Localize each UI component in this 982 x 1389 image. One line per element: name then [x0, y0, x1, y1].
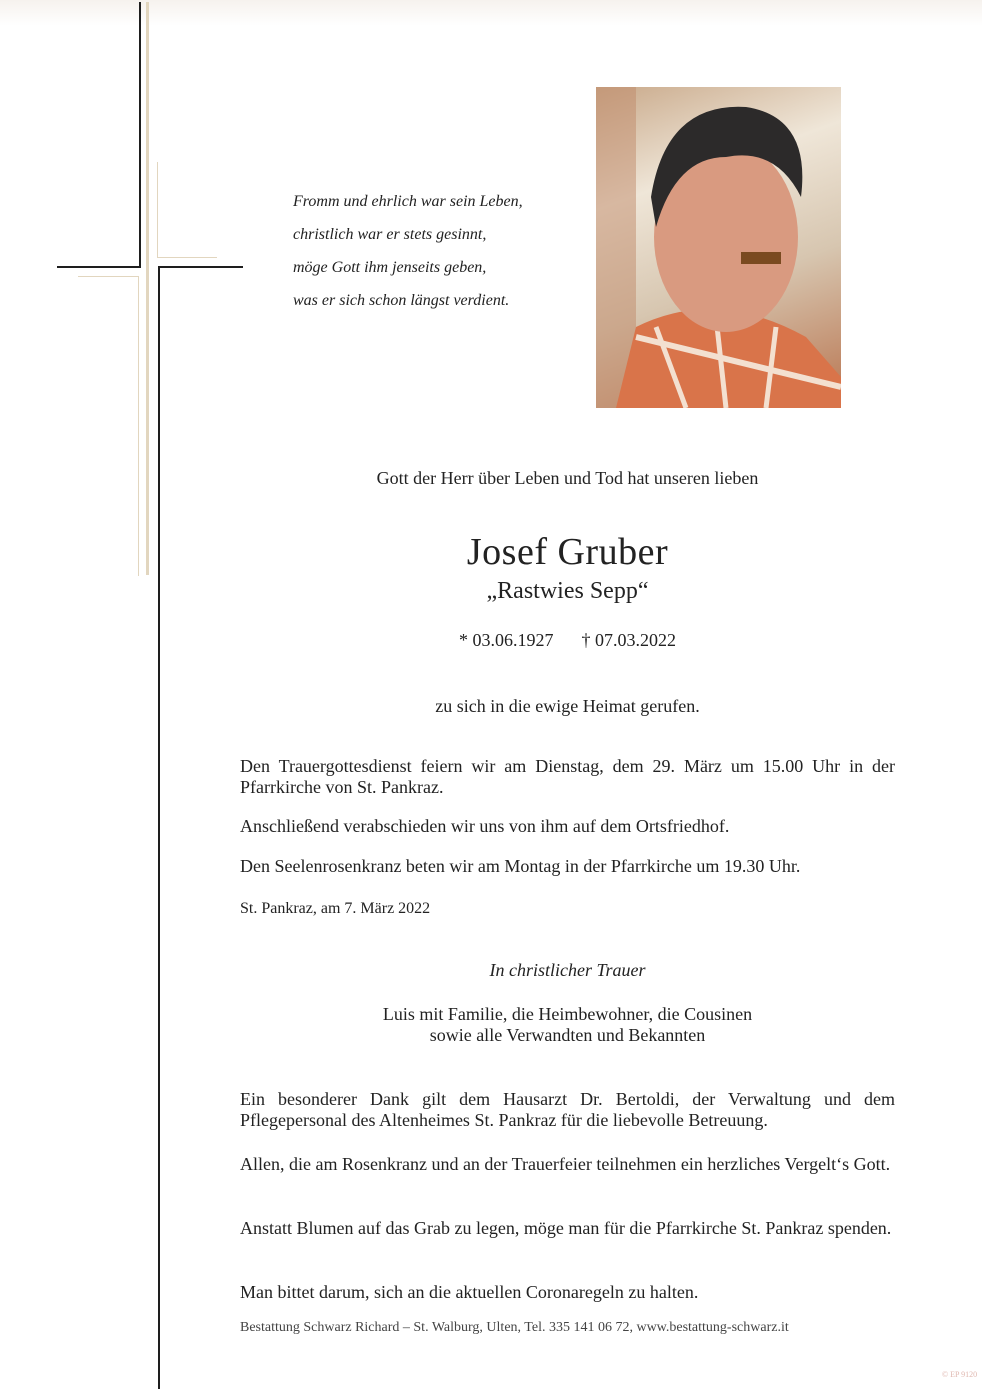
- verse-line: christlich war er stets gesinnt,: [293, 226, 487, 243]
- family-list: [140, 1004, 982, 1046]
- funeral-service-text: Den Trauergottesdienst feiern wir am Dienstag, dem 29. März um 15.00 Uhr in der Pfarrkirche von St. Pankraz.: [240, 756, 895, 797]
- vergelts-gott-text: Allen, die am Rosenkranz und an der Trauerfeier teilnehmen ein herzliches Vergelt‘s Gott.: [240, 1154, 891, 1174]
- called-home-text: zu sich in die ewige Heimat gerufen.: [435, 696, 700, 716]
- nickname: „Rastwies Sepp“: [486, 578, 649, 604]
- portrait-photo: [596, 87, 841, 408]
- corona-notice: Man bittet darum, sich an die aktuellen Coronaregeln zu halten.: [240, 1282, 699, 1302]
- death-date: † 07.03.2022: [581, 630, 676, 650]
- donation-text: Anstatt Blumen auf das Grab zu legen, möge man für die Pfarrkirche St. Pankraz spenden.: [240, 1218, 892, 1238]
- intro-text: Gott der Herr über Leben und Tod hat unseren lieben: [376, 468, 759, 488]
- family-line: sowie alle Verwandten und Bekannten: [429, 1025, 706, 1045]
- memorial-verse: [293, 185, 523, 317]
- family-line: Luis mit Familie, die Heimbewohner, die Cousinen: [382, 1004, 753, 1024]
- place-date: St. Pankraz, am 7. März 2022: [240, 900, 431, 917]
- life-dates: [140, 630, 982, 651]
- mourning-heading: In christlicher Trauer: [489, 960, 646, 980]
- deceased-name: Josef Gruber: [466, 531, 669, 573]
- burial-text: Anschließend verabschieden wir uns von ihm auf dem Ortsfriedhof.: [240, 816, 730, 836]
- verse-line: möge Gott ihm jenseits geben,: [293, 259, 487, 276]
- print-code: © EP 9120: [942, 1370, 978, 1379]
- thanks-text: Ein besonderer Dank gilt dem Hausarzt Dr. Bertoldi, der Verwaltung und dem Pflegepersonal des Altenheimes St. Pankraz für die liebevolle Betreuung.: [240, 1089, 895, 1130]
- verse-line: was er sich schon längst verdient.: [293, 292, 510, 309]
- verse-line: Fromm und ehrlich war sein Leben,: [293, 193, 523, 210]
- rosary-text: Den Seelenrosenkranz beten wir am Montag in der Pfarrkirche um 19.30 Uhr.: [240, 856, 801, 876]
- birth-date: * 03.06.1927: [459, 630, 554, 650]
- funeral-home-footer: Bestattung Schwarz Richard – St. Walburg, Ulten, Tel. 335 141 06 72, www.bestattung-schwarz.it: [240, 1320, 789, 1335]
